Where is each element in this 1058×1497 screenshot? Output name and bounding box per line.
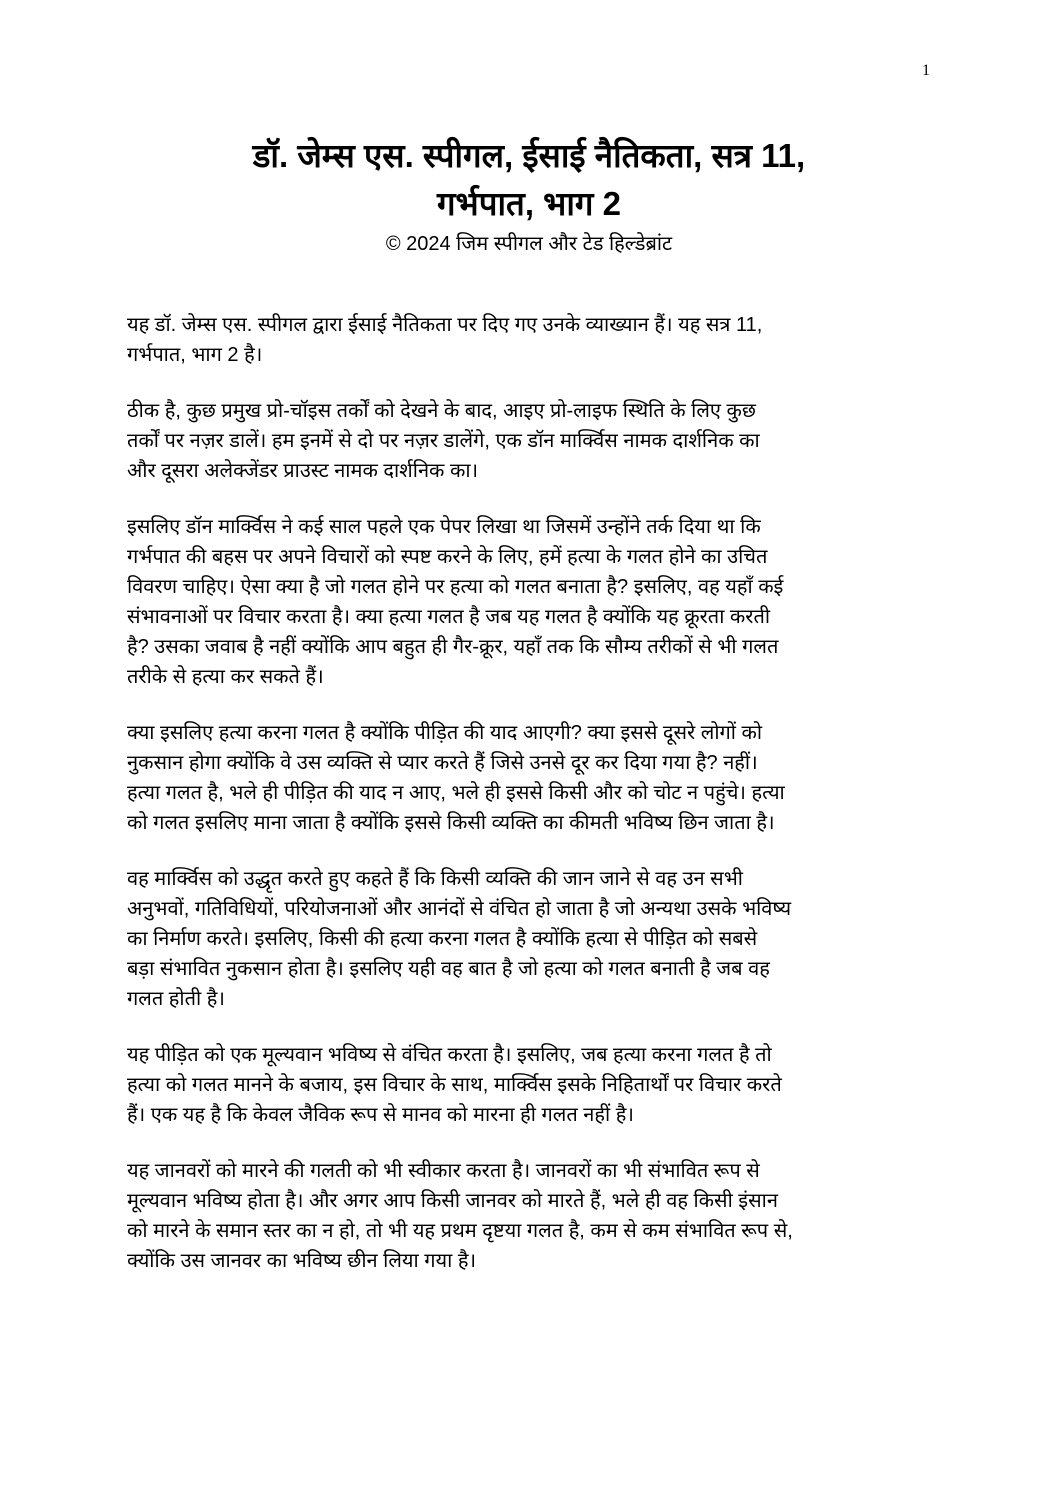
- text-line: गलत होती है।: [127, 988, 225, 1010]
- text-line: बड़ा संभावित नुकसान होता है। इसलिए यही वह बात है जो हत्या को गलत बनाती है जब वह: [127, 958, 770, 980]
- paragraph: [127, 864, 947, 1014]
- paragraph: [127, 310, 947, 370]
- paragraph: [127, 512, 947, 692]
- document-body: [127, 310, 947, 1302]
- text-line: अनुभवों, गतिविधियों, परियोजनाओं और आनंदों से वंचित हो जाता है जो अन्यथा उसके भविष्य: [127, 898, 792, 920]
- text-line: नुकसान होगा क्योंकि वे उस व्यक्ति से प्यार करते हैं जिसे उनसे दूर कर दिया गया है? नहीं।: [127, 752, 758, 774]
- paragraph: [127, 718, 947, 838]
- text-line: है? उसका जवाब है नहीं क्योंकि आप बहुत ही गैर-क्रूर, यहाँ तक कि सौम्य तरीकों से भी गलत: [127, 636, 779, 658]
- text-line: को मारने के समान स्तर का न हो, तो भी यह प्रथम दृष्टया गलत है, कम से कम संभावित रूप से,: [127, 1220, 793, 1242]
- text-line: यह पीड़ित को एक मूल्यवान भविष्य से वंचित करता है। इसलिए, जब हत्या करना गलत है तो: [127, 1044, 772, 1066]
- text-line: हत्या गलत है, भले ही पीड़ित की याद न आए, भले ही इससे किसी और को चोट न पहुंचे। हत्या: [127, 782, 785, 804]
- text-line: तर्कों पर नज़र डालें। हम इनमें से दो पर नज़र डालेंगे, एक डॉन मार्क्विस नामक दार्शनिक का: [127, 430, 760, 452]
- page-number: 1: [922, 62, 930, 79]
- text-line: का निर्माण करते। इसलिए, किसी की हत्या करना गलत है क्योंकि हत्या से पीड़ित को सबसे: [127, 928, 758, 950]
- title-line: गर्भपात, भाग 2: [436, 185, 622, 222]
- text-line: यह डॉ. जेम्स एस. स्पीगल द्वारा ईसाई नैतिकता पर दिए गए उनके व्याख्यान हैं। यह सत्र 11,: [127, 314, 763, 336]
- text-line: क्योंकि उस जानवर का भविष्य छीन लिया गया है।: [127, 1250, 477, 1272]
- text-line: यह जानवरों को मारने की गलती को भी स्वीकार करता है। जानवरों का भी संभावित रूप से: [127, 1160, 760, 1182]
- text-line: गर्भपात की बहस पर अपने विचारों को स्पष्ट करने के लिए, हमें हत्या के गलत होने का उचित: [127, 546, 768, 568]
- text-line: तरीके से हत्या कर सकते हैं।: [127, 666, 324, 688]
- title-line: डॉ. जेम्स एस. स्पीगल, ईसाई नैतिकता, सत्र 11,: [252, 137, 806, 174]
- text-line: संभावनाओं पर विचार करता है। क्या हत्या गलत है जब यह गलत है क्योंकि यह क्रूरता करती: [127, 606, 771, 628]
- text-line: हत्या को गलत मानने के बजाय, इस विचार के साथ, मार्क्विस इसके निहितार्थों पर विचार करते: [127, 1074, 782, 1096]
- text-line: और दूसरा अलेक्जेंडर प्राउस्ट नामक दार्शनिक का।: [127, 460, 479, 482]
- paragraph: [127, 396, 947, 486]
- paragraph: [127, 1156, 947, 1276]
- text-line: को गलत इसलिए माना जाता है क्योंकि इससे किसी व्यक्ति का कीमती भविष्य छिन जाता है।: [127, 812, 775, 834]
- document-title: [0, 132, 1058, 228]
- paragraph: [127, 1040, 947, 1130]
- text-line: हैं। एक यह है कि केवल जैविक रूप से मानव को मारना ही गलत नहीं है।: [127, 1104, 634, 1126]
- text-line: गर्भपात, भाग 2 है।: [127, 344, 263, 366]
- text-line: क्या इसलिए हत्या करना गलत है क्योंकि पीड़ित की याद आएगी? क्या इससे दूसरे लोगों को: [127, 722, 763, 744]
- copyright-line: © 2024 जिम स्पीगल और टेड हिल्डेब्रांट: [385, 233, 673, 255]
- text-line: इसलिए डॉन मार्क्विस ने कई साल पहले एक पेपर लिखा था जिसमें उन्होंने तर्क दिया था कि: [127, 516, 761, 538]
- text-line: ठीक है, कुछ प्रमुख प्रो-चॉइस तर्कों को देखने के बाद, आइए प्रो-लाइफ स्थिति के लिए कुछ: [127, 400, 756, 422]
- text-line: मूल्यवान भविष्य होता है। और अगर आप किसी जानवर को मारते हैं, भले ही वह किसी इंसान: [127, 1190, 778, 1212]
- text-line: वह मार्क्विस को उद्धृत करते हुए कहते हैं कि किसी व्यक्ति की जान जाने से वह उन सभी: [127, 868, 743, 890]
- text-line: विवरण चाहिए। ऐसा क्या है जो गलत होने पर हत्या को गलत बनाता है? इसलिए, वह यहाँ कई: [127, 576, 784, 598]
